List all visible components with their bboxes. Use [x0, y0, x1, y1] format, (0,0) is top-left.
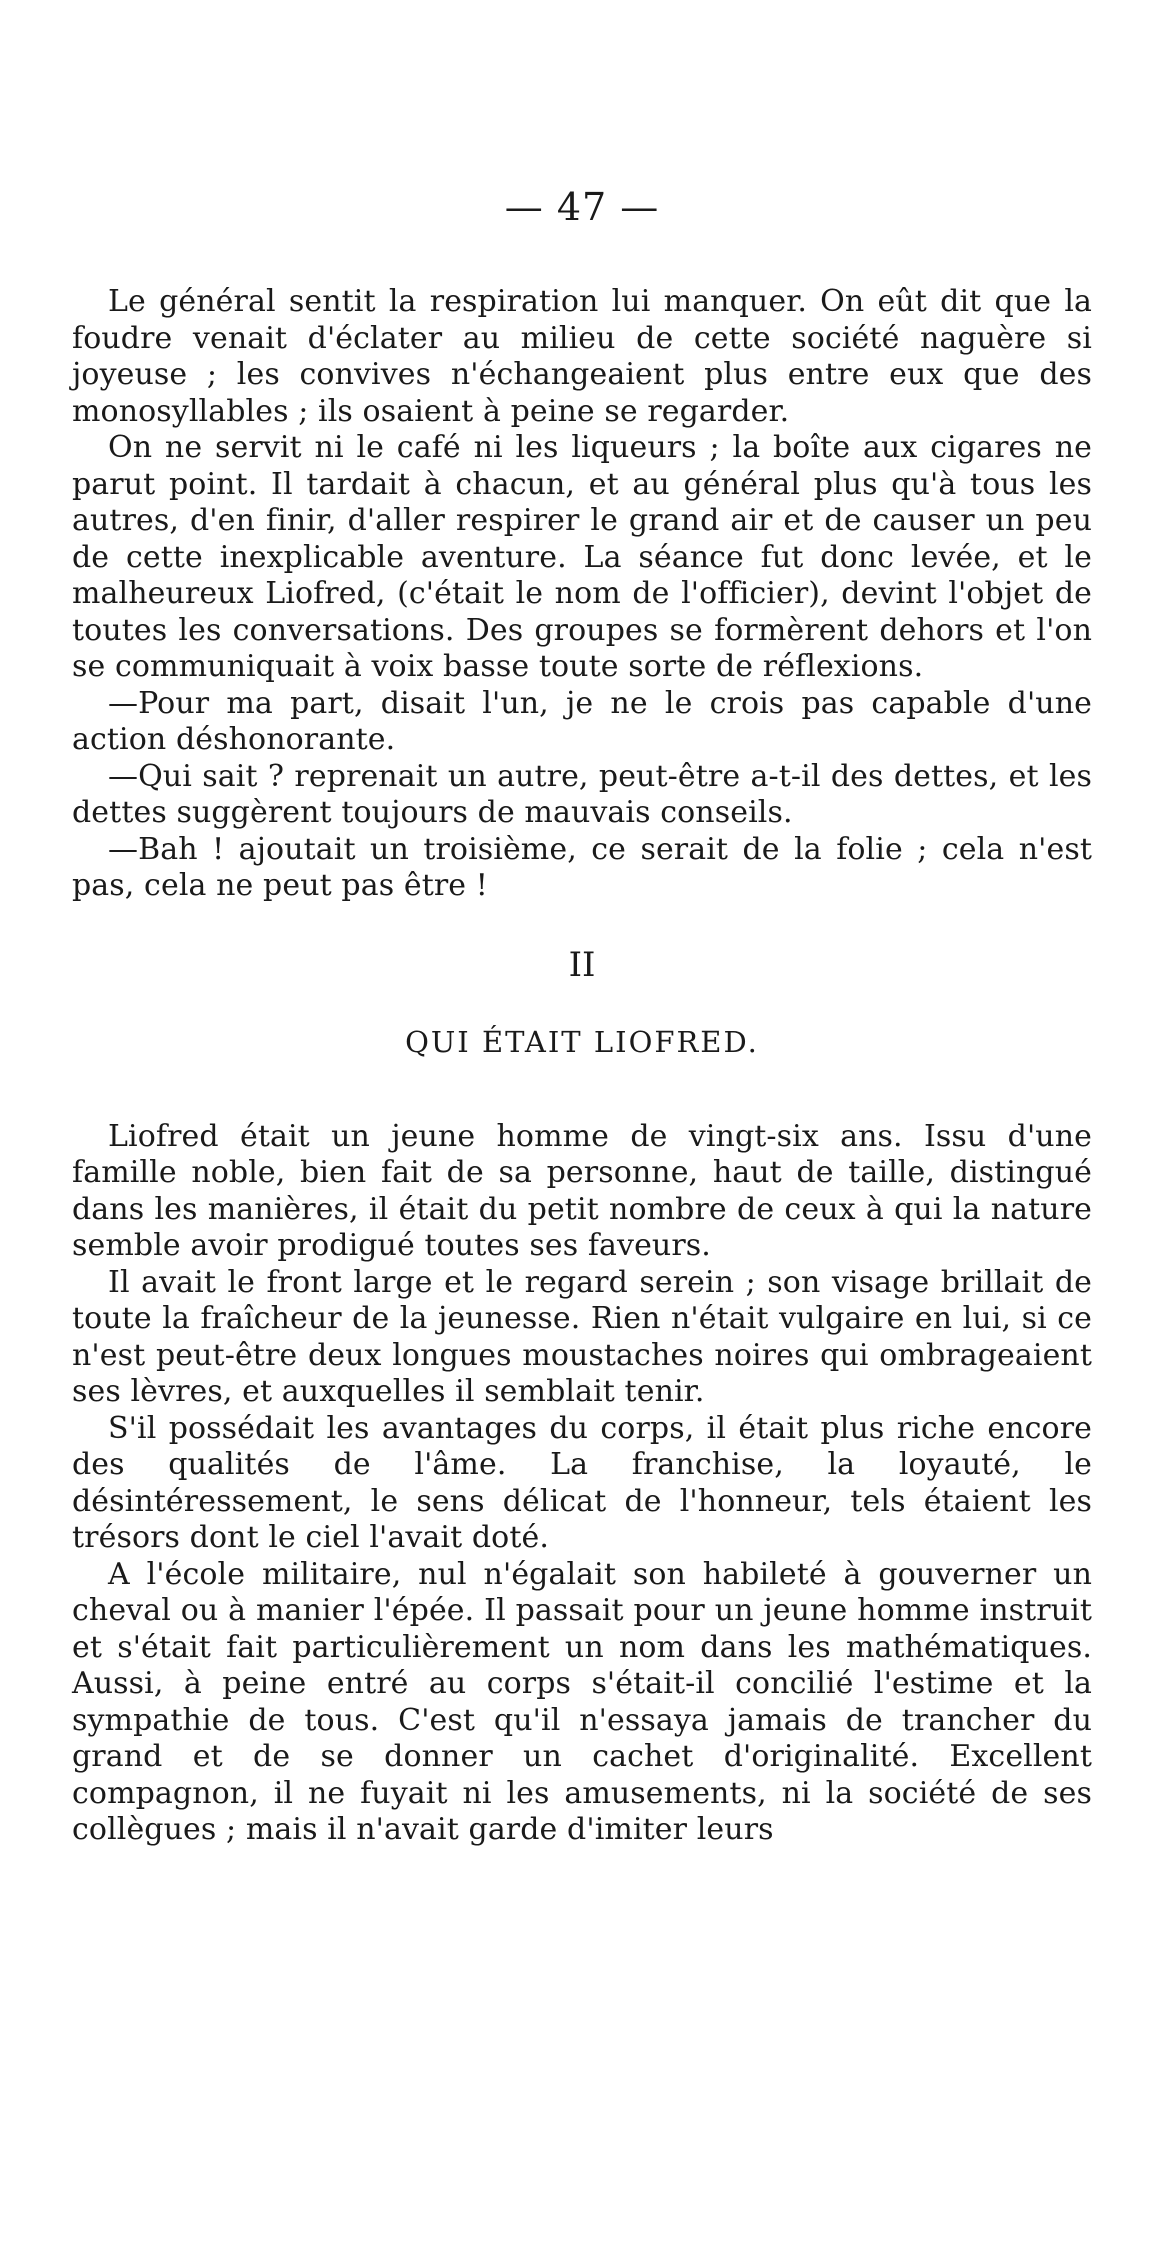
- dialogue-line: —Bah ! ajoutait un troisième, ce serait de la folie ; cela n'est pas, cela ne peut pas être !: [72, 831, 1092, 903]
- book-page: [72, 185, 1092, 1849]
- dialogue-line: —Qui sait ? reprenait un autre, peut-être a-t-il des dettes, et les dettes suggèrent toujours de mauvais conseils.: [72, 758, 1092, 830]
- paragraph: S'il possédait les avantages du corps, il était plus riche encore des qualités de l'âme. La franchise, la loyauté, le désintéressement, le sens délicat de l'honneur, tels étaient les trésors dont le ciel l'avait doté.: [72, 1410, 1092, 1555]
- section-title: QUI ÉTAIT LIOFRED.: [405, 1024, 759, 1059]
- section-number: II: [568, 944, 596, 985]
- paragraph: Il avait le front large et le regard serein ; son visage brillait de toute la fraîcheur de la jeunesse. Rien n'était vulgaire en lui, si ce n'est peut-être deux longues moustaches noires qui ombrageaient ses lèvres, et auxquelles il semblait tenir.: [72, 1264, 1092, 1409]
- page-number: — 47 —: [504, 185, 660, 229]
- paragraph: A l'école militaire, nul n'égalait son habileté à gouverner un cheval ou à manier l'épée. Il passait pour un jeune homme instruit et s'était fait particulièrement un nom dans les mathématiques. Aussi, à peine entré au corps s'était-il concilié l'estime et la sympathie de tous. C'est qu'il n'essaya jamais de trancher du grand et de se donner un cachet d'originalité. Excellent compagnon, il ne fuyait ni les amusements, ni la société de ses collègues ; mais il n'avait garde d'imiter leurs: [72, 1556, 1092, 1847]
- dialogue-line: —Pour ma part, disait l'un, je ne le crois pas capable d'une action déshonorante.: [72, 685, 1092, 757]
- paragraph: Liofred était un jeune homme de vingt-six ans. Issu d'une famille noble, bien fait de sa personne, haut de taille, distingué dans les manières, il était du petit nombre de ceux à qui la nature semble avoir prodigué toutes ses faveurs.: [72, 1118, 1092, 1263]
- paragraph: Le général sentit la respiration lui manquer. On eût dit que la foudre venait d'éclater au milieu de cette société naguère si joyeuse ; les convives n'échangeaient plus entre eux que des monosyllables ; ils osaient à peine se regarder.: [72, 284, 1092, 429]
- paragraph: On ne servit ni le café ni les liqueurs ; la boîte aux cigares ne parut point. Il tardait à chacun, et au général plus qu'à tous les autres, d'en finir, d'aller respirer le grand air et de causer un peu de cette inexplicable aventure. La séance fut donc levée, et le malheureux Liofred, (c'était le nom de l'officier), devint l'objet de toutes les conversations. Des groupes se formèrent dehors et l'on se communiquait à voix basse toute sorte de réflexions.: [72, 430, 1092, 684]
